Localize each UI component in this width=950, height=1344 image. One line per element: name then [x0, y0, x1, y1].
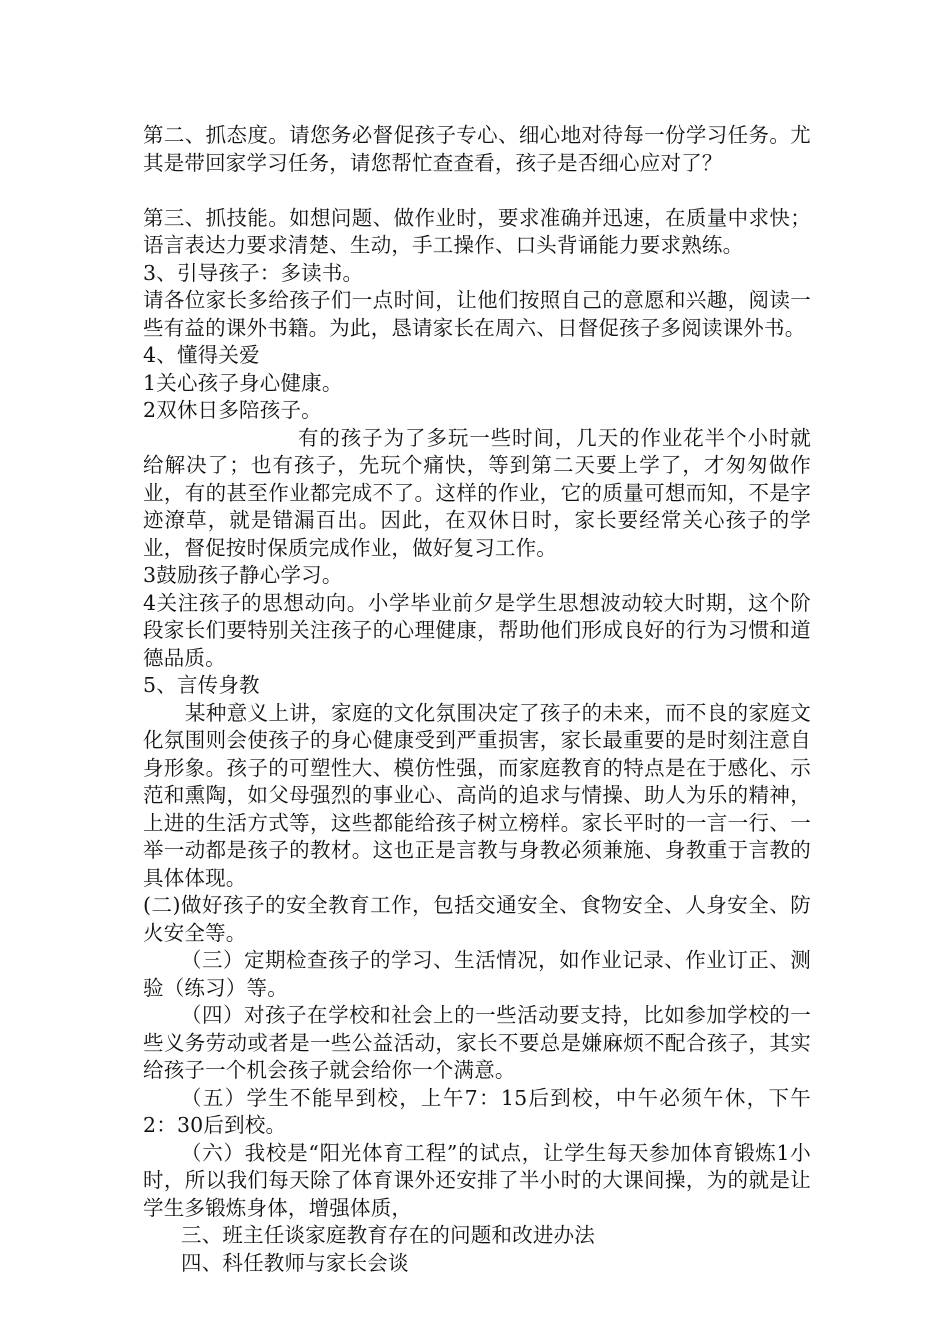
paragraph-reading: 请各位家长多给孩子们一点时间，让他们按照自己的意愿和兴趣，阅读一些有益的课外书籍。为此，恳请家长在周六、日督促孩子多阅读课外书。 — [143, 288, 811, 340]
heading-section-three: 三、班主任谈家庭教育存在的问题和改进办法 — [181, 1223, 595, 1247]
heading-example: 5、言传身教 — [143, 673, 260, 697]
paragraph-check-study: （三）定期检查孩子的学习、生活情况，如作业记录、作业订正、测验（练习）等。 — [143, 948, 811, 1000]
item-health: 1关心孩子身心健康。 — [143, 370, 343, 395]
paragraph-sports: （六）我校是“阳光体育工程”的试点，让学生每天参加体育锻炼1小时，所以我们每天除了体育课外还安排了半小时的大课间操，为的就是让学生多锻炼身体，增强体质， — [143, 1140, 811, 1220]
paragraph-arrival-time: （五）学生不能早到校，上午7：15后到校，中午必须午休，下午2：30后到校。 — [143, 1085, 811, 1137]
paragraph-skills: 第三、抓技能。如想问题、做作业时，要求准确并迅速，在质量中求快；语言表达力要求清楚、生动，手工操作、口头背诵能力要求熟练。 — [143, 205, 811, 257]
paragraph-safety: (二)做好孩子的安全教育工作，包括交通安全、食物安全、人身安全、防火安全等。 — [143, 893, 811, 945]
item-quiet-study: 3鼓励孩子静心学习。 — [143, 563, 343, 587]
heading-section-four: 四、科任教师与家长会谈 — [181, 1250, 409, 1275]
heading-reading: 3、引导孩子：多读书。 — [143, 260, 364, 285]
document-body — [143, 122, 811, 1277]
paragraph-support-activities: （四）对孩子在学校和社会上的一些活动要支持，比如参加学校的一些义务劳动或者是一些公益活动，家长不要总是嫌麻烦不配合孩子，其实给孩子一个机会孩子就会给你一个满意。 — [143, 1003, 811, 1082]
item-thoughts: 4关注孩子的思想动向。小学毕业前夕是学生思想波动较大时期，这个阶段家长们要特别关注孩子的心理健康，帮助他们形成良好的行为习惯和道德品质。 — [143, 590, 811, 670]
paragraph-family-culture: 某种意义上讲，家庭的文化氛围决定了孩子的未来，而不良的家庭文化氛围则会使孩子的身心健康受到严重损害，家长最重要的是时刻注意自身形象。孩子的可塑性大、模仿性强，而家庭教育的特点是在于感化、示范和熏陶，如父母强烈的事业心、高尚的追求与情操、助人为乐的精神，上进的生活方式等，这些都能给孩子树立榜样。家长平时的一言一行、一举一动都是孩子的教材。这也正是言教与身教必须兼施、身教重于言教的具体体现。 — [143, 700, 811, 890]
paragraph-attitude: 第二、抓态度。请您务必督促孩子专心、细心地对待每一份学习任务。尤其是带回家学习任务，请您帮忙查查看，孩子是否细心应对了？ — [143, 123, 811, 175]
item-weekend: 2双休日多陪孩子。 — [143, 398, 322, 422]
paragraph-homework: 有的孩子为了多玩一些时间，几天的作业花半个小时就给解决了；也有孩子，先玩个痛快，等到第二天要上学了，才匆匆做作业，有的甚至作业都完成不了。这样的作业，它的质量可想而知，不是字迹潦草，就是错漏百出。因此，在双休日时，家长要经常关心孩子的学业，督促按时保质完成作业，做好复习工作。 — [143, 425, 811, 560]
blank-line — [143, 177, 811, 205]
heading-care: 4、懂得关爱 — [143, 343, 260, 367]
